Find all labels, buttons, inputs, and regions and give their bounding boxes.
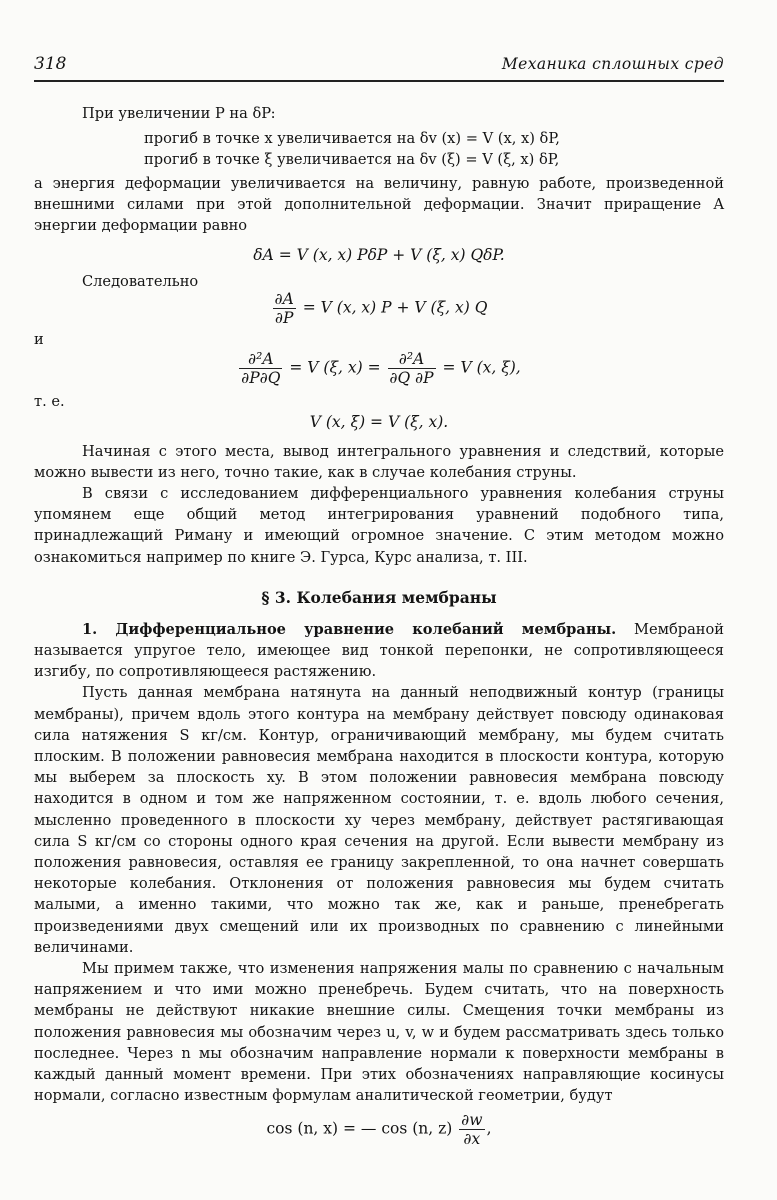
fraction-d2A-dPdQ [239, 350, 282, 387]
fraction-d2A-dQdP [388, 350, 436, 387]
equation-rhs: = V (x, ξ), [442, 358, 521, 377]
subsection-text: Мембраной называется упругое тело, имеющее вид тонкой перепонки, не сопротивляющееся изгибу, по сопротивляющееся растяжению. [34, 620, 725, 681]
fraction-numerator: ∂²A [239, 350, 282, 369]
equation-dA: δA = V (x, x) PδP + V (ξ, x) QδP. [253, 245, 505, 264]
equation-cosine [34, 1111, 724, 1148]
fraction-denominator: ∂x [463, 1129, 481, 1148]
section-title: § 3. Колебания мембраны [261, 587, 497, 607]
deflection-xi-line: прогиб в точке ξ увеличивается на δv (ξ) = V (ξ, x) δP, [144, 151, 560, 168]
riemann-paragraph: В связи с исследованием дифференциального уравнения колебания струны упомянем еще общий метод интегрирования уравнений подобного типа, принадлежащий Риману и имеющий огромное значение. С этим методом можно ознакомиться например по книге Э. Гурса, Курс анализа, т. III. [34, 485, 724, 566]
page [34, 50, 724, 1148]
fraction-dw-dx [459, 1111, 484, 1148]
fraction-numerator: ∂w [461, 1110, 483, 1129]
equation-partial-A [34, 290, 724, 327]
equation-tail: , [486, 1119, 492, 1137]
ie-word: т. е. [34, 392, 65, 410]
subsection-paragraph [34, 619, 724, 683]
membrane-paragraph: Пусть данная мембрана натянута на данный неподвижный контур (границы мембраны), причем вдоль этого контура на мембрану действует повсюду одинаковая сила натяжения S кг/см. Контур, ограничивающий мембрану, мы будем считать плоским. В положении равновесия мембрана находится в плоскости контура, которую мы выберем за плоскость xy. В этом положении равновесия мембрана повсюду находится в одном и том же напряженном состоянии, т. е. вдоль любого сечения, мысленно проведенного в плоскости xy через мембрану, действует растягивающая сила S кг/см со стороны одного края сечения на другой. Если вывести мембрану из положения равновесия, оставляя ее границу закрепленной, то она начнет совершать некоторые колебания. Отклонения от положения равновесия мы будем считать малыми, а именно такими, что можно так же, как и раньше, пренебрегать произведениями двух смещений или их производных по сравнению с линейными величинами. [34, 684, 724, 956]
equation-symmetry: V (x, ξ) = V (ξ, x). [309, 412, 449, 431]
subsection-title: 1. Дифференциальное уравнение колебаний мембраны. [82, 620, 617, 638]
equation-rhs: = V (x, x) P + V (ξ, x) Q [302, 298, 488, 317]
equation-middle: = V (ξ, x) = [289, 358, 381, 377]
fraction-dA-dP [273, 290, 296, 327]
and-word: и [34, 330, 44, 348]
deflection-x-line: прогиб в точке x увеличивается на δv (x) = V (x, x) δP, [144, 130, 560, 147]
page-header [34, 50, 724, 82]
fraction-denominator: ∂P∂Q [241, 368, 281, 387]
equation-lhs: cos (n, x) = — cos (n, z) [266, 1119, 453, 1137]
running-title: Механика сплошных сред [501, 55, 724, 73]
fraction-numerator: ∂²A [388, 350, 436, 369]
equation-mixed-partials [34, 350, 724, 387]
energy-paragraph: а энергия деформации увеличивается на величину, равную работе, произведенной внешними силами при этой дополнительной деформации. Значит приращение A энергии деформации равно [34, 175, 724, 235]
assumption-paragraph: Мы примем также, что изменения напряжения малы по сравнению с начальным напряжением и что ими можно пренебречь. Будем считать, что на поверхность мембраны не действуют никакие внешние силы. Смещения точки мембраны из положения равновесия мы обозначим через u, v, w и будем рассматривать здесь только последнее. Через n мы обозначим направление нормали к поверхности мембраны в каждый данный момент времени. При этих обозначениях направляющие косинусы нормали, согласно известным формулам аналитической геометрии, будут [34, 960, 724, 1105]
page-number: 318 [34, 54, 67, 74]
fraction-denominator: ∂Q ∂P [389, 368, 434, 387]
fraction-numerator: ∂A [274, 289, 294, 308]
derivation-paragraph: Начиная с этого места, вывод интегрального уравнения и следствий, которые можно вывести из него, точно такие, как в случае колебания струны. [34, 442, 724, 481]
intro-line: При увеличении P на δP: [82, 105, 276, 122]
consequently-word: Следовательно [82, 272, 199, 290]
fraction-denominator: ∂P [274, 308, 294, 327]
